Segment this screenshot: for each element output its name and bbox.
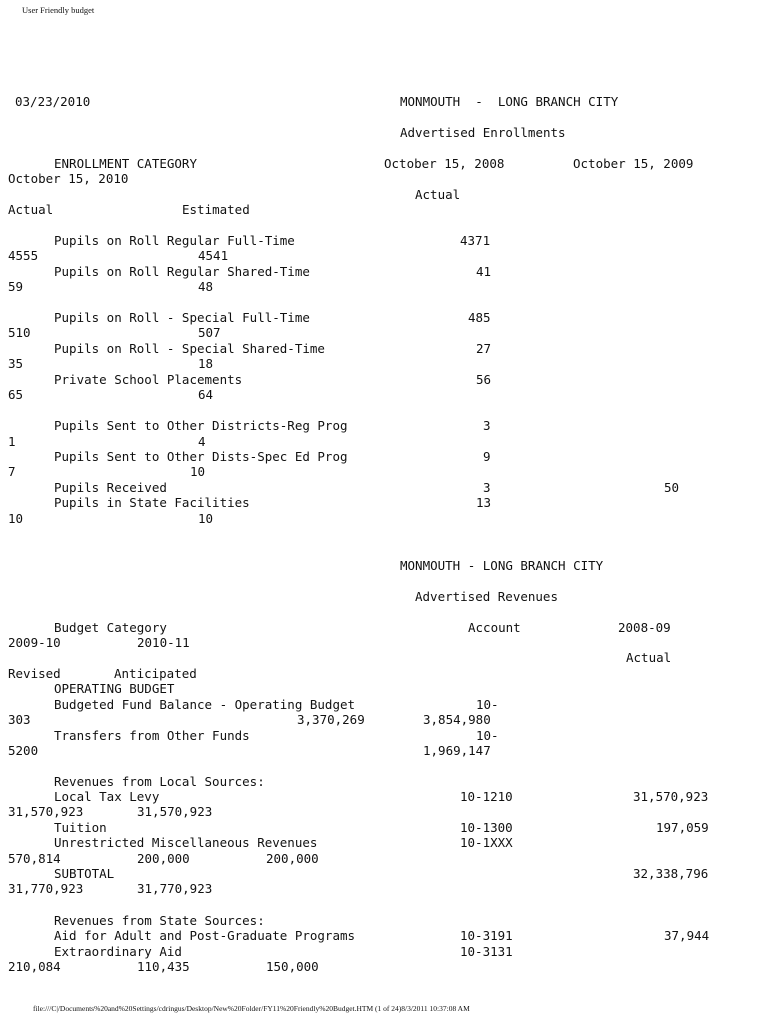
col-header-account: Account xyxy=(468,620,521,635)
enrollment-row-2008: 9 xyxy=(483,449,491,464)
revenue-row-label: Budgeted Fund Balance - Operating Budget xyxy=(54,697,356,712)
enrollment-row-2010: 507 xyxy=(198,325,221,340)
revenue-row-2008: 197,059 xyxy=(656,820,709,835)
local-sources-heading: Revenues from Local Sources: xyxy=(54,774,265,789)
col-subheader-estimated-2010: Estimated xyxy=(182,202,250,217)
revenue-row-2008: 31,570,923 xyxy=(633,789,709,804)
enrollment-row-label: Pupils on Roll Regular Shared-Time xyxy=(54,264,310,279)
col-header-2009: October 15, 2009 xyxy=(573,156,694,171)
enrollment-row-2009: 4555 xyxy=(8,248,39,263)
revenue-row-label: Unrestricted Miscellaneous Revenues xyxy=(54,835,318,850)
enrollment-row-label: Pupils on Roll - Special Shared-Time xyxy=(54,341,325,356)
section-title-revenues: Advertised Revenues xyxy=(415,589,558,604)
page-footer: file:///C|/Documents%20and%20Settings/cdringus/Desktop/New%20Folder/FY11%20Friendly%20Budget.HTM (1 of 24)8/3/2011 10:37:08 AM xyxy=(33,1004,470,1013)
revenue-row-label: Local Tax Levy xyxy=(54,789,160,804)
enrollment-row-2009: 35 xyxy=(8,356,24,371)
district-name: MONMOUTH - LONG BRANCH CITY xyxy=(400,558,604,573)
enrollment-row-2010: 48 xyxy=(198,279,214,294)
revenue-row-account-continued: 5200 xyxy=(8,743,39,758)
enrollment-row-2010: 10 xyxy=(190,464,206,479)
revenue-row-2010: 3,854,980 xyxy=(423,712,491,727)
enrollment-row-label: Pupils in State Facilities xyxy=(54,495,250,510)
col-header-category: ENROLLMENT CATEGORY xyxy=(54,156,197,171)
enrollment-row-2008: 3 xyxy=(483,418,491,433)
report-date: 03/23/2010 xyxy=(15,94,91,109)
revenue-row-2009: 200,000 xyxy=(137,851,190,866)
district-name: MONMOUTH - LONG BRANCH CITY xyxy=(400,94,619,109)
revenue-row-label: Tuition xyxy=(54,820,107,835)
state-sources-heading: Revenues from State Sources: xyxy=(54,913,265,928)
enrollment-row-2008: 4371 xyxy=(460,233,491,248)
enrollment-row-2008: 485 xyxy=(468,310,491,325)
enrollment-row-2009: 1 xyxy=(8,434,16,449)
col-subheader-revised: Revised xyxy=(8,666,61,681)
enrollment-row-2008: 27 xyxy=(476,341,492,356)
enrollment-row-2010: 64 xyxy=(198,387,214,402)
enrollment-row-label: Pupils on Roll - Special Full-Time xyxy=(54,310,310,325)
col-header-budget-category: Budget Category xyxy=(54,620,167,635)
revenue-row-2008: 37,944 xyxy=(664,928,710,943)
enrollment-row-2010: 10 xyxy=(198,511,214,526)
col-header-2009-10: 2009-10 xyxy=(8,635,61,650)
revenue-row-2010: 1,969,147 xyxy=(423,743,491,758)
enrollment-row-2010: 4541 xyxy=(198,248,229,263)
enrollment-row-label: Pupils Sent to Other Dists-Spec Ed Prog xyxy=(54,449,348,464)
revenue-row-label: Aid for Adult and Post-Graduate Programs xyxy=(54,928,356,943)
col-header-2008-09: 2008-09 xyxy=(618,620,671,635)
revenue-row-account: 10- xyxy=(476,728,499,743)
col-subheader-anticipated: Anticipated xyxy=(114,666,197,681)
enrollment-row-2009: 59 xyxy=(8,279,24,294)
enrollment-row-2009: 10 xyxy=(8,511,24,526)
revenue-row-label: Transfers from Other Funds xyxy=(54,728,250,743)
revenue-row-account: 10-3131 xyxy=(460,944,513,959)
enrollment-row-label: Private School Placements xyxy=(54,372,243,387)
revenue-row-2010: 150,000 xyxy=(266,959,319,974)
enrollment-row-label: Pupils Sent to Other Districts-Reg Prog xyxy=(54,418,348,433)
col-subheader-actual-2008: Actual xyxy=(415,187,461,202)
revenue-row-account-continued: 303 xyxy=(8,712,31,727)
subtotal-2009: 31,770,923 xyxy=(8,881,84,896)
revenue-row-account: 10- xyxy=(476,697,499,712)
enrollment-row-2009: 510 xyxy=(8,325,31,340)
revenue-row-2008: 570,814 xyxy=(8,851,61,866)
revenue-row-2010: 200,000 xyxy=(266,851,319,866)
enrollment-row-2009: 7 xyxy=(8,464,16,479)
enrollment-row-2010: 4 xyxy=(198,434,206,449)
enrollment-row-2010: 18 xyxy=(198,356,214,371)
revenue-row-2010: 31,570,923 xyxy=(137,804,213,819)
revenue-row-account: 10-1300 xyxy=(460,820,513,835)
col-header-2010-11: 2010-11 xyxy=(137,635,190,650)
revenue-row-2009: 31,570,923 xyxy=(8,804,84,819)
col-header-2010: October 15, 2010 xyxy=(8,171,129,186)
revenue-row-account: 10-3191 xyxy=(460,928,513,943)
revenue-row-account: 10-1210 xyxy=(460,789,513,804)
col-subheader-actual: Actual xyxy=(626,650,672,665)
revenue-row-account: 10-1XXX xyxy=(460,835,513,850)
enrollment-row-label: Pupils on Roll Regular Full-Time xyxy=(54,233,295,248)
enrollment-row-2009: 65 xyxy=(8,387,24,402)
enrollment-row-2009: 50 xyxy=(664,480,680,495)
page-header: User Friendly budget xyxy=(22,5,95,15)
enrollment-row-2008: 56 xyxy=(476,372,492,387)
revenue-row-2009: 3,370,269 xyxy=(297,712,365,727)
enrollment-row-2008: 13 xyxy=(476,495,492,510)
enrollment-row-2008: 3 xyxy=(483,480,491,495)
enrollment-row-2008: 41 xyxy=(476,264,492,279)
enrollment-row-label: Pupils Received xyxy=(54,480,167,495)
operating-budget-heading: OPERATING BUDGET xyxy=(54,681,175,696)
subtotal-label: SUBTOTAL xyxy=(54,866,115,881)
revenue-row-2009: 110,435 xyxy=(137,959,190,974)
section-title-enrollments: Advertised Enrollments xyxy=(400,125,566,140)
subtotal-2010: 31,770,923 xyxy=(137,881,213,896)
col-header-2008: October 15, 2008 xyxy=(384,156,505,171)
subtotal-2008: 32,338,796 xyxy=(633,866,709,881)
col-subheader-actual-2009: Actual xyxy=(8,202,54,217)
revenue-row-label: Extraordinary Aid xyxy=(54,944,182,959)
revenue-row-2008: 210,084 xyxy=(8,959,61,974)
